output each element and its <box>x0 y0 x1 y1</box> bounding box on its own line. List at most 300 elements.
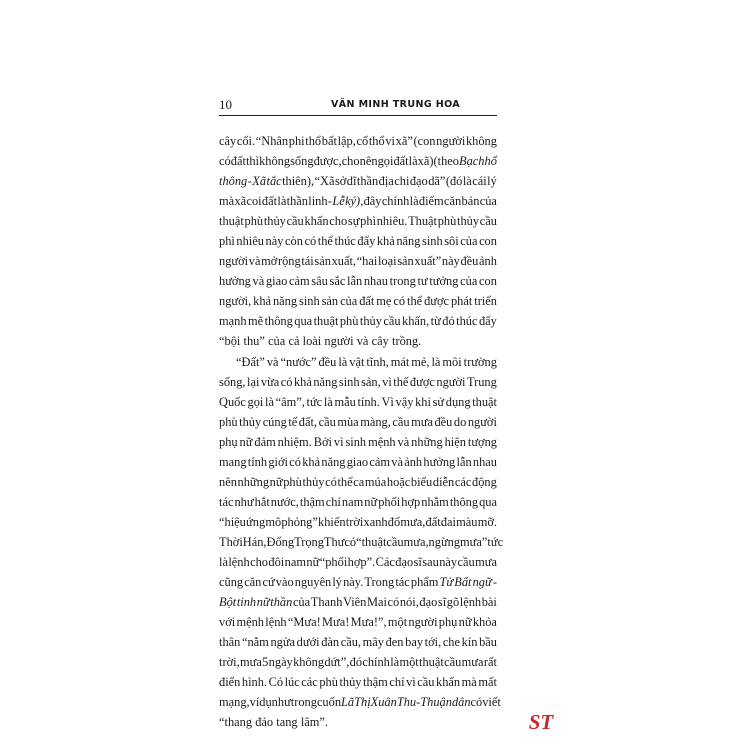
word: năng <box>321 455 346 469</box>
word: là <box>219 555 228 569</box>
word: trong <box>389 274 416 288</box>
text-line <box>219 592 497 612</box>
word: đàn <box>321 635 340 649</box>
word: lẫn <box>347 274 363 288</box>
word: Đổng <box>266 535 295 549</box>
word: trong <box>290 695 317 709</box>
word: Trung <box>466 375 497 389</box>
word: cầu <box>392 415 410 429</box>
word: coi <box>246 194 262 208</box>
word: sau <box>422 555 439 569</box>
word: có <box>304 234 317 248</box>
word: người <box>436 375 466 389</box>
running-title: VĂN MINH TRUNG HOA <box>331 99 461 110</box>
word: khả <box>302 455 321 469</box>
word: “phối <box>319 555 348 569</box>
word: tư <box>417 274 428 288</box>
word: sự <box>347 214 360 228</box>
word: xã) <box>417 154 434 168</box>
text-line <box>219 171 497 191</box>
word: xuất, <box>331 254 357 268</box>
text-line <box>219 492 497 512</box>
word: Thời <box>219 535 243 549</box>
word: Bởi <box>313 435 332 449</box>
word: tới, <box>424 635 442 649</box>
word: ngừng <box>428 535 461 549</box>
word: những <box>411 435 443 449</box>
word: giới <box>268 455 288 469</box>
word: thiên), <box>282 174 315 188</box>
word: đều <box>434 415 453 429</box>
word: người <box>219 254 249 268</box>
word: hắt <box>254 495 270 509</box>
word: phát <box>450 294 473 308</box>
text-line <box>219 512 497 532</box>
word: nước, <box>270 495 299 509</box>
word: thổ <box>305 134 322 148</box>
word: đẩy <box>357 234 376 248</box>
word: ảnh <box>404 455 423 469</box>
word: thủy <box>263 214 286 228</box>
word: cho <box>341 154 360 168</box>
word: mỡ. <box>477 515 497 529</box>
word: “âm”, <box>275 395 305 409</box>
word: “Nhân <box>255 134 289 148</box>
word: thông <box>264 314 293 328</box>
word: tượng <box>467 435 497 449</box>
word: nữ <box>364 495 378 509</box>
word: nữ <box>269 475 283 489</box>
word: Mai <box>366 595 387 609</box>
word: phù <box>283 475 302 489</box>
word: thuật <box>472 395 497 409</box>
word: trường <box>463 355 497 369</box>
word: dưới <box>296 635 320 649</box>
word: bất <box>321 134 337 148</box>
word: đó <box>349 655 363 669</box>
word: thủy <box>239 415 262 429</box>
word: con <box>479 234 497 248</box>
word: Trong <box>364 575 395 589</box>
word: đạo <box>419 595 438 609</box>
word: phì <box>360 214 377 228</box>
word: khiến <box>318 515 346 529</box>
word: dụ <box>259 695 272 709</box>
italic-word: Xuân <box>370 695 397 709</box>
text-line <box>219 291 497 311</box>
italic-word: dân <box>451 695 471 709</box>
word: mưa <box>239 655 262 669</box>
word: do <box>453 415 467 429</box>
word: lâm”. <box>300 715 329 729</box>
word: là <box>390 655 400 669</box>
word: được <box>409 375 435 389</box>
word: rất <box>483 655 497 669</box>
word: sôi <box>444 234 459 248</box>
word: mưa <box>461 655 484 669</box>
word: mẹ <box>376 294 392 308</box>
word: nhau <box>472 455 497 469</box>
word: mất <box>478 675 497 689</box>
word: mang <box>219 455 247 469</box>
text-line <box>219 251 497 271</box>
word: múa <box>364 475 387 489</box>
word: thì <box>245 154 260 168</box>
word: mô <box>265 515 282 529</box>
word: thần <box>286 194 308 208</box>
word: người <box>408 615 438 629</box>
word: “hiệu <box>219 515 246 529</box>
word: có <box>280 375 293 389</box>
word: cầu <box>444 655 462 669</box>
word: cối. <box>236 134 256 148</box>
word: đai <box>440 515 456 529</box>
word: “thang <box>219 715 253 729</box>
word: vi <box>385 134 395 148</box>
word: phỏng” <box>281 515 318 529</box>
word: hoặc <box>386 475 411 489</box>
word: thậm <box>363 675 388 689</box>
word: sản, <box>361 375 381 389</box>
word: Trọng <box>294 535 324 549</box>
word: này <box>265 234 284 248</box>
word: “nước” <box>280 355 317 369</box>
word: ngửa <box>270 635 296 649</box>
word: mẻ, <box>411 355 430 369</box>
word: thể <box>407 294 423 308</box>
word: là <box>277 194 287 208</box>
word: “Mưa! <box>287 615 321 629</box>
italic-word: tắc <box>266 174 282 188</box>
word: có <box>344 535 357 549</box>
word: đổ <box>387 515 401 529</box>
word: mẫu <box>334 395 356 409</box>
italic-word: thông <box>219 174 248 188</box>
word: (con <box>413 134 436 148</box>
word: và <box>252 274 265 288</box>
word: sĩ <box>413 555 422 569</box>
word: (theo <box>433 154 459 168</box>
word: khả <box>376 234 395 248</box>
word: cầu <box>479 214 497 228</box>
word: Mưa! <box>322 615 350 629</box>
word: tế <box>288 415 298 429</box>
word: Các <box>375 555 395 569</box>
word: địa <box>378 174 394 188</box>
word: người <box>436 134 466 148</box>
text-line <box>219 352 497 372</box>
word: thổ <box>368 134 385 148</box>
word: thể <box>317 234 333 248</box>
word: phù <box>437 214 457 228</box>
word: mùa <box>337 415 359 429</box>
word: sản <box>321 294 339 308</box>
word: đẩy <box>478 314 497 328</box>
word: vì <box>382 375 392 389</box>
word: diễn <box>432 475 455 489</box>
word: mệnh <box>368 435 396 449</box>
text-line <box>219 432 497 452</box>
word: có <box>325 475 337 489</box>
word: tĩnh, <box>366 355 389 369</box>
word: xanh <box>363 515 388 529</box>
word: “bội <box>219 334 241 348</box>
word: thủy <box>359 314 382 328</box>
word: mạng, <box>219 695 250 709</box>
word: qua <box>479 495 497 509</box>
word: cố <box>356 134 369 148</box>
word: khấn <box>436 675 461 689</box>
word: đất <box>359 294 375 308</box>
word: sản <box>314 254 331 268</box>
word: cũng <box>219 575 244 589</box>
word: năng <box>396 234 421 248</box>
word: năng <box>313 375 338 389</box>
text-line <box>219 552 497 572</box>
word: không <box>259 154 291 168</box>
word: ứng <box>246 515 266 529</box>
word: mạnh <box>219 314 247 328</box>
word: “hai <box>356 254 378 268</box>
word: hưởng <box>219 274 251 288</box>
word: và <box>356 334 369 348</box>
word: căn <box>444 194 462 208</box>
word: là <box>431 355 441 369</box>
word: thuật <box>313 314 339 328</box>
text-line <box>219 412 497 432</box>
word: sản <box>397 254 414 268</box>
word: ảnh <box>479 254 497 268</box>
word: được <box>424 294 450 308</box>
word: không <box>465 134 497 148</box>
word: loại <box>377 254 397 268</box>
word: là <box>265 395 274 409</box>
word: lý <box>332 575 342 589</box>
word: nhiệm. <box>277 435 312 449</box>
italic-word: Thị <box>354 695 371 709</box>
text-line <box>219 652 497 672</box>
word: màu <box>456 515 478 529</box>
word: mệnh <box>236 615 264 629</box>
text-line <box>219 231 497 251</box>
word: lúc <box>284 675 300 689</box>
word: con <box>479 274 497 288</box>
word: vào <box>275 575 294 589</box>
word: đạo <box>409 174 428 188</box>
word: phù <box>244 214 264 228</box>
word: sở <box>334 174 347 188</box>
word: tức <box>306 395 323 409</box>
word: thể <box>337 475 353 489</box>
word: nhằm <box>421 495 449 509</box>
word: hợp <box>401 495 421 509</box>
word: đất <box>261 194 278 208</box>
word: phù <box>319 675 338 689</box>
word: chính <box>362 655 390 669</box>
italic-word: ngữ <box>472 575 492 589</box>
text-line <box>219 712 497 732</box>
text-line <box>219 452 497 472</box>
word: vật <box>349 355 365 369</box>
word: là <box>323 395 333 409</box>
word: khỏa <box>472 615 497 629</box>
word: viết <box>482 695 501 709</box>
text-line <box>219 151 497 171</box>
word: vì <box>333 435 344 449</box>
word: gõ <box>446 595 460 609</box>
word: lệnh <box>459 595 482 609</box>
word: phù <box>219 415 238 429</box>
word: Hán, <box>242 535 267 549</box>
word: có <box>289 455 301 469</box>
word: lý <box>487 174 497 188</box>
word: còn <box>285 234 303 248</box>
word: lẫn <box>456 455 472 469</box>
word: tưởng <box>429 274 459 288</box>
word: thần <box>356 174 379 188</box>
word: nữ <box>239 435 253 449</box>
text-line <box>219 572 497 592</box>
text-line <box>219 532 504 552</box>
word: thúc <box>456 314 478 328</box>
word: lại <box>247 375 260 389</box>
word: đảo <box>255 715 274 729</box>
word: giao <box>265 274 288 288</box>
word: này <box>439 555 458 569</box>
word: là <box>338 355 348 369</box>
italic-word: Xã <box>252 174 267 188</box>
word: của <box>460 274 478 288</box>
word: Mưa!”, <box>350 615 387 629</box>
italic-word: Thu <box>396 695 417 709</box>
word: sắc <box>329 274 346 288</box>
italic-word: Lễ <box>332 194 345 208</box>
word: cho <box>250 555 268 569</box>
word: vậy <box>395 395 414 409</box>
word: phù <box>339 314 359 328</box>
word: Có <box>268 675 284 689</box>
word: cầu <box>383 314 401 328</box>
word: tính. <box>357 395 380 409</box>
word: sâu <box>311 274 328 288</box>
word: mưa <box>411 415 433 429</box>
word: bản <box>461 194 480 208</box>
word: dĩ <box>346 174 357 188</box>
word: triển <box>474 294 497 308</box>
page-number: 10 <box>219 97 232 112</box>
text-line <box>219 692 501 712</box>
word: có <box>393 294 406 308</box>
text-line <box>219 211 497 231</box>
word: sống, <box>219 375 246 389</box>
word: cây <box>371 334 389 348</box>
word: đôi <box>268 555 285 569</box>
word: hưởng <box>423 455 456 469</box>
running-head <box>219 97 497 115</box>
word: khi <box>415 395 431 409</box>
logo-text: ST <box>528 711 554 733</box>
italic-word: thần <box>270 595 293 609</box>
word: điểm <box>418 194 444 208</box>
text-line <box>219 331 497 351</box>
italic-word: - <box>247 174 252 188</box>
italic-word: Bạch <box>459 154 485 168</box>
word: mở <box>261 254 278 268</box>
word: đất <box>425 515 441 529</box>
word: chi <box>394 174 410 188</box>
text-line <box>219 612 497 632</box>
word: thậm <box>299 495 325 509</box>
word: cảm <box>288 274 310 288</box>
word: và <box>391 455 403 469</box>
word: (đó <box>445 174 463 188</box>
word: mát <box>390 355 410 369</box>
word: mẽ <box>247 314 264 328</box>
word: Thuật <box>408 214 437 228</box>
word: loài <box>302 334 322 348</box>
word: sống <box>290 154 314 168</box>
word: người <box>467 415 497 429</box>
word: đảm <box>254 435 276 449</box>
word: cúng <box>262 415 287 429</box>
word: này. <box>343 575 364 589</box>
word: cuốn <box>316 695 342 709</box>
word: đạo <box>395 555 414 569</box>
word: cứ <box>262 575 275 589</box>
word: và <box>397 435 410 449</box>
word: gọi <box>377 154 394 168</box>
word: xã <box>234 194 247 208</box>
text-line <box>219 372 497 392</box>
word: đất, <box>298 415 318 429</box>
word: chí <box>325 495 341 509</box>
word: đều <box>460 254 479 268</box>
word: nên <box>219 475 237 489</box>
word: phì <box>219 234 235 248</box>
word: sử <box>432 395 445 409</box>
word: điển <box>219 675 241 689</box>
word: dã” <box>428 174 446 188</box>
word: phẩm <box>410 575 439 589</box>
word: tính <box>247 455 268 469</box>
word: vừa <box>260 375 280 389</box>
word: giao <box>346 455 369 469</box>
publisher-logo-icon <box>528 711 554 733</box>
word: như <box>271 695 291 709</box>
word: sinh <box>345 435 367 449</box>
word: từ <box>430 314 441 328</box>
word: thủy <box>457 214 480 228</box>
word: một <box>387 615 408 629</box>
word: Thư <box>323 535 345 549</box>
word: bay <box>405 635 424 649</box>
italic-word: - <box>492 575 497 589</box>
word: cái <box>472 174 487 188</box>
word: tang <box>276 715 298 729</box>
word: trời, <box>219 655 240 669</box>
word: của <box>292 595 311 609</box>
text-line <box>219 672 497 692</box>
word: Thanh <box>310 595 343 609</box>
word: thuật <box>419 655 444 669</box>
word: biểu <box>410 475 433 489</box>
word: người, <box>219 294 252 308</box>
word: cầu <box>318 415 336 429</box>
word: có <box>470 695 483 709</box>
word: là <box>408 154 418 168</box>
word: “Xã <box>314 174 335 188</box>
text-line <box>219 191 497 211</box>
